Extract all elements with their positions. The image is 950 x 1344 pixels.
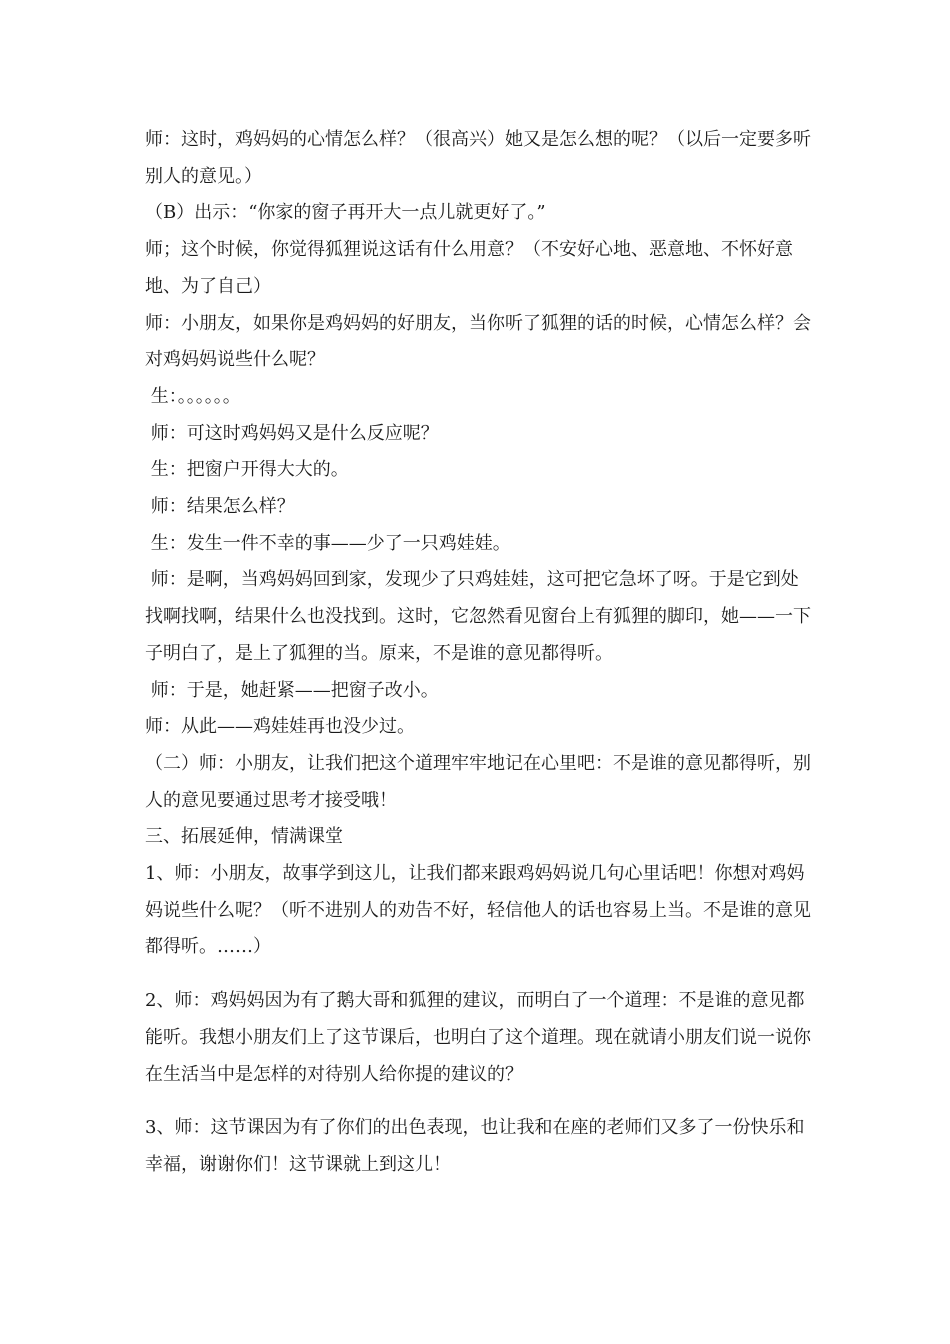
paragraph: 师：可这时鸡妈妈又是什么反应呢？ bbox=[145, 422, 439, 444]
paragraph: 生：把窗户开得大大的。 bbox=[145, 459, 349, 481]
paragraph: 生：。。。。。。 bbox=[145, 385, 241, 407]
paragraph: 师：结果怎么样？ bbox=[145, 496, 295, 518]
paragraph: 3、师：这节课因为有了你们的出色表现，也让我和在座的老师们又多了一份快乐和幸福，谢谢你们！这节课就上到这儿！ bbox=[145, 1117, 805, 1175]
document-body bbox=[145, 122, 815, 1184]
paragraph: 师：小朋友，如果你是鸡妈妈的好朋友，当你听了狐狸的话的时候，心情怎么样？会对鸡妈妈说些什么呢？ bbox=[145, 312, 811, 371]
section-heading: 三、拓展延伸，情满课堂 bbox=[145, 826, 343, 848]
paragraph: （二）师：小朋友，让我们把这个道理牢牢地记在心里吧：不是谁的意见都得听，别人的意见要通过思考才接受哦！ bbox=[145, 752, 811, 811]
paragraph: 2、师：鸡妈妈因为有了鹅大哥和狐狸的建议，而明白了一个道理：不是谁的意见都能听。我想小朋友们上了这节课后，也明白了这个道理。现在就请小朋友们说一说你在生活当中是怎样的对待别人给你提的建议的？ bbox=[145, 990, 811, 1085]
paragraph: 师；这个时候，你觉得狐狸说这话有什么用意？（不安好心地、恶意地、不怀好意地、为了自己） bbox=[145, 239, 793, 297]
paragraph: （B）出示：“你家的窗子再开大一点儿就更好了。” bbox=[145, 202, 546, 224]
paragraph: 生：发生一件不幸的事——少了一只鸡娃娃。 bbox=[145, 532, 511, 554]
paragraph: 师：从此——鸡娃娃再也没少过。 bbox=[145, 716, 415, 738]
paragraph: 1、师：小朋友，故事学到这儿，让我们都来跟鸡妈妈说几句心里话吧！你想对鸡妈妈说些什么呢？（听不进别人的劝告不好，轻信他人的话也容易上当。不是谁的意见都得听。……） bbox=[145, 863, 811, 958]
paragraph: 师：于是，她赶紧——把窗子改小。 bbox=[145, 679, 439, 701]
paragraph: 师：这时，鸡妈妈的心情怎么样？（很高兴）她又是怎么想的呢？（以后一定要多听别人的意见。） bbox=[145, 129, 811, 187]
paragraph: 师：是啊，当鸡妈妈回到家，发现少了只鸡娃娃，这可把它急坏了呀。于是它到处找啊找啊，结果什么也没找到。这时，它忽然看见窗台上有狐狸的脚印，她——一下子明白了，是上了狐狸的当。原来，不是谁的意见都得听。 bbox=[145, 569, 811, 664]
